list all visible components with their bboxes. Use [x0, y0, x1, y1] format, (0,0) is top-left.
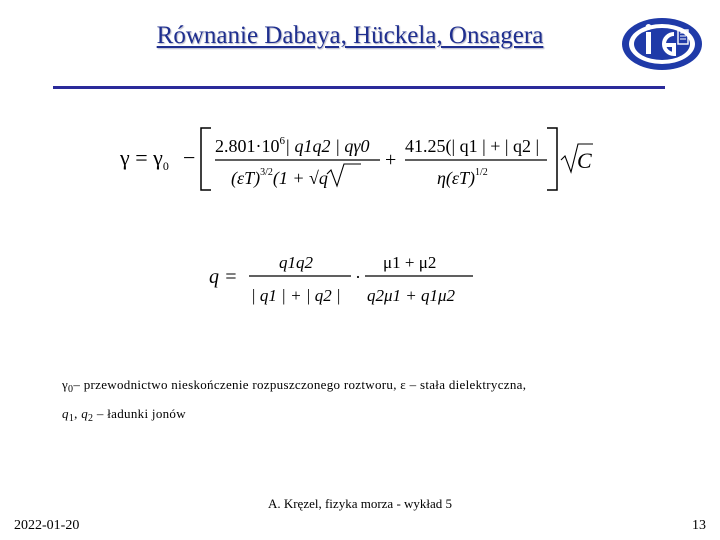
eq2-frac2-denominator: q2μ1 + q1μ2 — [367, 286, 456, 305]
eq1-term1-numerator: $2.801\cdot 10^6|$ q1q2 | qγ0 — [215, 135, 370, 156]
eq2-frac1-numerator: q1q2 — [279, 253, 313, 272]
symbol-gamma: γ — [62, 377, 69, 392]
definition-text-2: – ładunki jonów — [93, 406, 186, 421]
eq2-lhs: q = — [209, 266, 238, 288]
eq2-frac2-numerator: μ1 + μ2 — [383, 253, 437, 272]
eq2-dot: · — [355, 267, 361, 287]
symbol-q-sub1: 1 — [68, 413, 75, 424]
eq1-term1-denominator: $(\varepsilon T)^{3/2}(1 + √q$ — [231, 167, 328, 188]
eq1-sqrt-q — [327, 164, 361, 186]
symbol-gamma-sub: 0 — [68, 384, 74, 395]
footer-date: 2022-01-20 — [14, 518, 80, 533]
footer-author: A. Kręzel, fizyka morza - wykład 5 — [267, 496, 453, 511]
definition-line-2 — [62, 406, 186, 424]
page-number: 13 — [692, 518, 706, 533]
separator: , — [74, 406, 82, 421]
eq1-lhs: $\gamma = \gamma_0$ — [120, 145, 169, 173]
title-divider — [53, 86, 665, 89]
eq1-minus: − — [183, 145, 196, 170]
eq1-c: C — [577, 148, 592, 173]
definition-line-1 — [62, 377, 526, 395]
equation-dho-conductivity — [115, 118, 600, 200]
eq2-frac1-denominator: | q1 | + | q2 | — [251, 286, 341, 305]
symbol-q-2: q — [81, 406, 89, 421]
slide-title: Równanie Dabaya, Hückela, Onsagera — [156, 22, 544, 49]
symbol-q: q — [62, 406, 69, 421]
eq1-left-bracket — [201, 128, 211, 190]
eq1-right-bracket — [547, 128, 557, 190]
eq1-term2-denominator: $\eta(\varepsilon T)^{1/2}$ — [437, 167, 488, 188]
definition-text-1: – przewodnictwo nieskończenie rozpuszczonego roztworu, ε – stała dielektryczna, — [73, 377, 527, 392]
university-logo-icon — [620, 16, 708, 72]
eq1-term2-numerator: 41.25(| q1 | + | q2 | — [405, 136, 540, 156]
symbol-q-sub2: 2 — [88, 413, 94, 424]
eq1-plus: + — [385, 149, 397, 171]
equation-q-parameter — [205, 245, 485, 315]
